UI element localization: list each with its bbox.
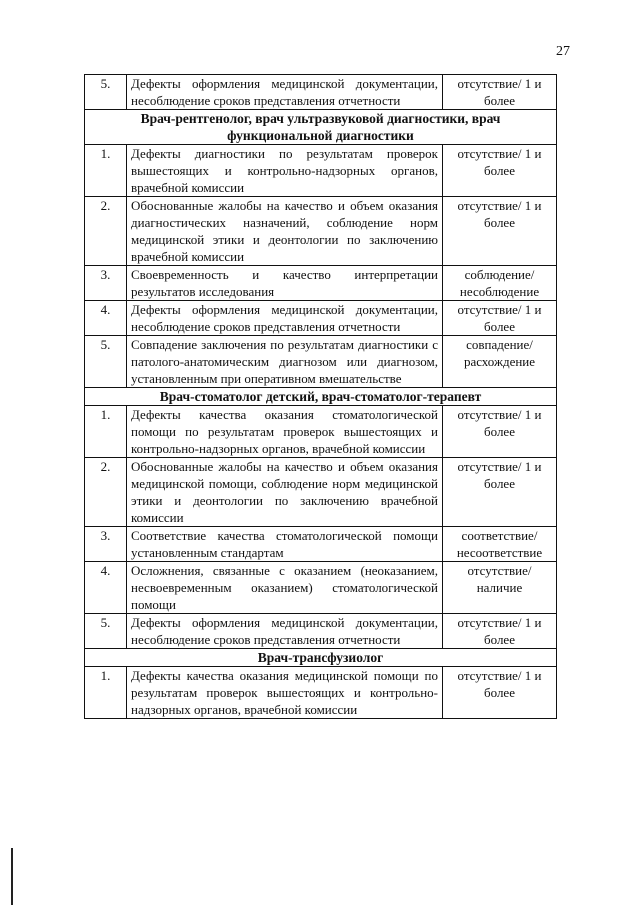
row-number: 3. — [85, 266, 127, 301]
row-number: 3. — [85, 527, 127, 562]
criterion-text: Дефекты качества оказания стоматологической помощи по результатам проверок вышестоящих и контрольно-надзорных органов, врачебной комиссии — [127, 406, 443, 458]
table-row — [85, 197, 557, 266]
row-number: 1. — [85, 145, 127, 197]
table-row — [85, 667, 557, 719]
section-title: Врач-стоматолог детский, врач-стоматолог-терапевт — [85, 388, 557, 406]
criterion-text: Дефекты оформления медицинской документации, несоблюдение сроков представления отчетности — [127, 614, 443, 649]
criterion-text: Обоснованные жалобы на качество и объем оказания медицинской помощи, соблюдение норм медицинской этики и деонтологии по заключению врачебной комиссии — [127, 458, 443, 527]
criterion-text: Своевременность и качество интерпретации результатов исследования — [127, 266, 443, 301]
criterion-result: отсутствие/ 1 и более — [443, 667, 557, 719]
table-row — [85, 458, 557, 527]
row-number: 4. — [85, 562, 127, 614]
criterion-result: отсутствие/ 1 и более — [443, 614, 557, 649]
table-row — [85, 527, 557, 562]
row-number: 4. — [85, 301, 127, 336]
criteria-table — [84, 74, 557, 719]
row-number: 5. — [85, 75, 127, 110]
section-title: Врач-рентгенолог, врач ультразвуковой диагностики, врач функциональной диагностики — [85, 110, 557, 145]
section-header-row — [85, 649, 557, 667]
criterion-result: отсутствие/ 1 и более — [443, 75, 557, 110]
criterion-text: Дефекты диагностики по результатам проверок вышестоящих и контрольно-надзорных органов, врачебной комиссии — [127, 145, 443, 197]
criterion-result: соответствие/ несоответствие — [443, 527, 557, 562]
criterion-result: совпадение/ расхождение — [443, 336, 557, 388]
criterion-result: отсутствие/ 1 и более — [443, 301, 557, 336]
row-number: 5. — [85, 336, 127, 388]
table-row — [85, 336, 557, 388]
criterion-text: Дефекты оформления медицинской документации, несоблюдение сроков представления отчетности — [127, 301, 443, 336]
table-row — [85, 301, 557, 336]
row-number: 1. — [85, 406, 127, 458]
criterion-text: Совпадение заключения по результатам диагностики с патолого-анатомическим диагнозом или диагнозом, установленным при оперативном вмешательстве — [127, 336, 443, 388]
table-row — [85, 562, 557, 614]
margin-mark — [11, 848, 13, 905]
row-number: 2. — [85, 197, 127, 266]
table-row — [85, 614, 557, 649]
section-header-row — [85, 388, 557, 406]
criterion-text: Дефекты оформления медицинской документации, несоблюдение сроков представления отчетности — [127, 75, 443, 110]
page-number: 27 — [556, 44, 570, 59]
row-number: 1. — [85, 667, 127, 719]
section-header-row — [85, 110, 557, 145]
criterion-result: отсутствие/ наличие — [443, 562, 557, 614]
criterion-result: отсутствие/ 1 и более — [443, 458, 557, 527]
criterion-result: отсутствие/ 1 и более — [443, 145, 557, 197]
row-number: 5. — [85, 614, 127, 649]
table-row — [85, 75, 557, 110]
criterion-text: Осложнения, связанные с оказанием (неоказанием, несвоевременным оказанием) стоматологической помощи — [127, 562, 443, 614]
criterion-text: Соответствие качества стоматологической помощи установленным стандартам — [127, 527, 443, 562]
row-number: 2. — [85, 458, 127, 527]
criterion-text: Дефекты качества оказания медицинской помощи по результатам проверок вышестоящих и контрольно-надзорных органов, врачебной комиссии — [127, 667, 443, 719]
criterion-result: отсутствие/ 1 и более — [443, 406, 557, 458]
section-title: Врач-трансфузиолог — [85, 649, 557, 667]
table-row — [85, 406, 557, 458]
table-row — [85, 266, 557, 301]
criterion-result: соблюдение/ несоблюдение — [443, 266, 557, 301]
criterion-text: Обоснованные жалобы на качество и объем оказания диагностических назначений, соблюдение норм медицинской этики и деонтологии по заключению врачебной комиссии — [127, 197, 443, 266]
table-row — [85, 145, 557, 197]
criterion-result: отсутствие/ 1 и более — [443, 197, 557, 266]
